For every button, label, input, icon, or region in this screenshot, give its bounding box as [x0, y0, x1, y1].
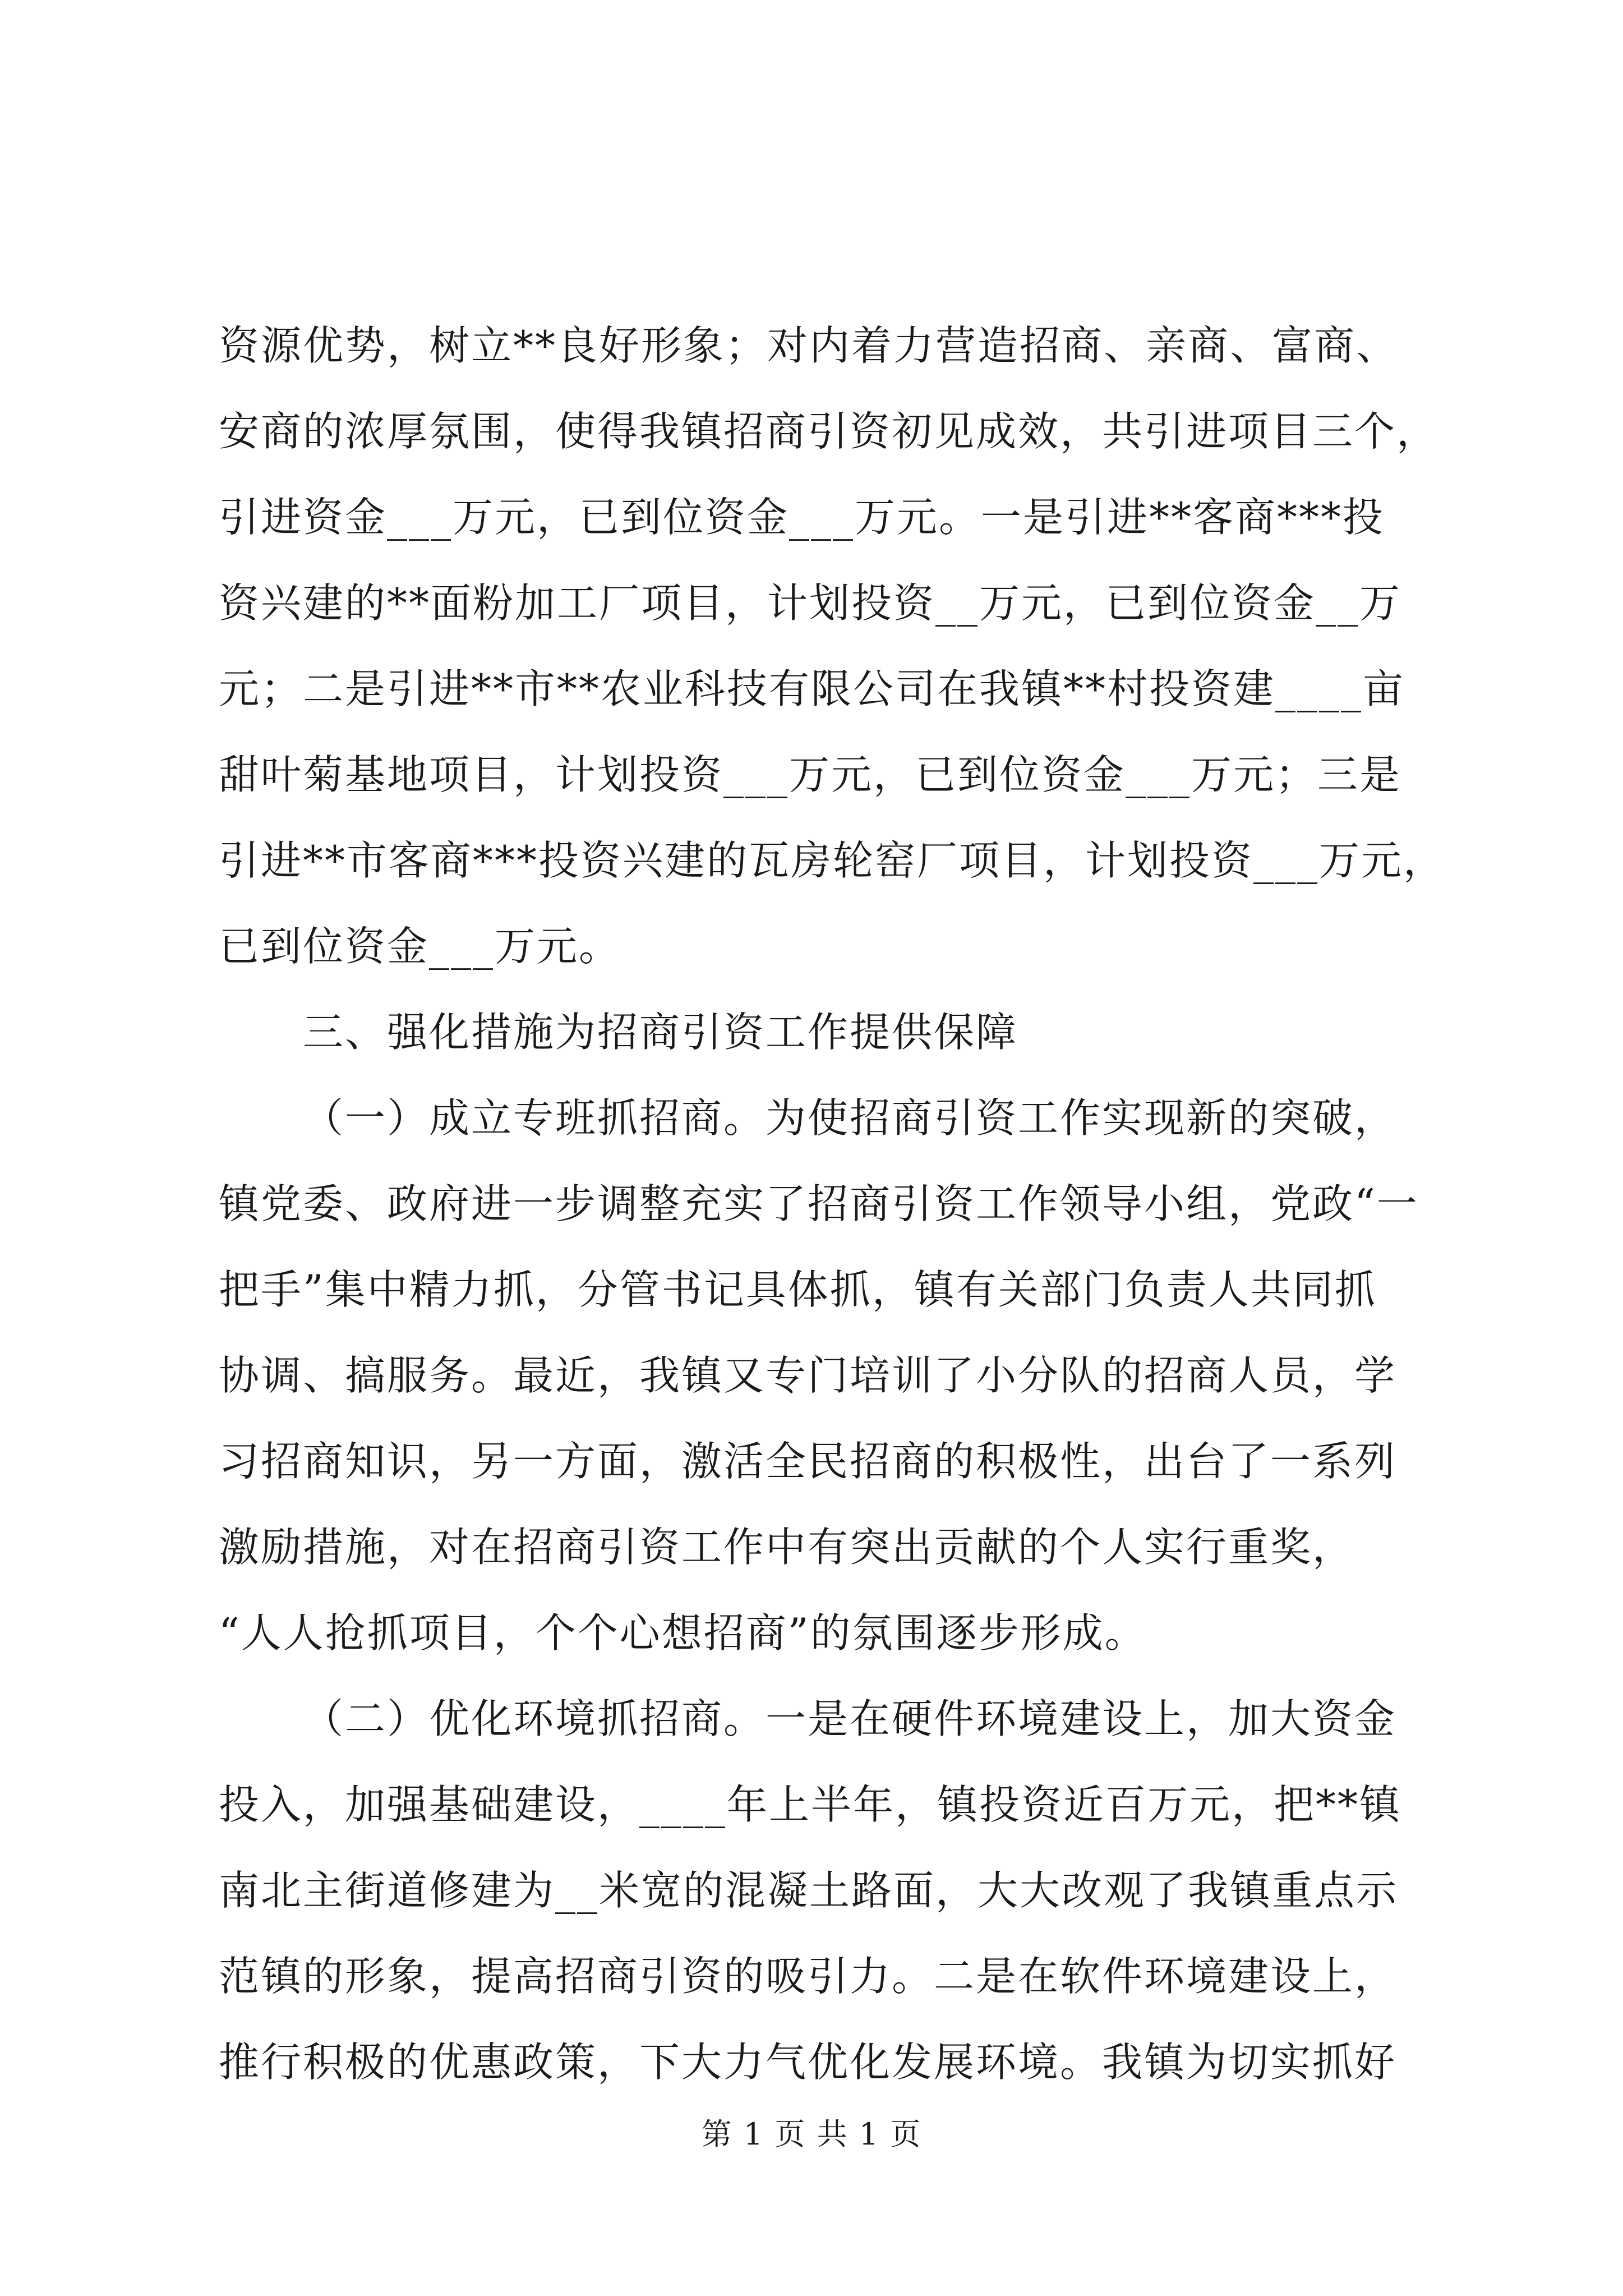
- page-number-footer: 第 1 页 共 1 页: [701, 2116, 922, 2152]
- paragraph-first-line: （一）成立专班抓招商。为使招商引资工作实现新的突破，: [303, 1094, 1397, 1142]
- text-line: 习招商知识，另一方面，激活全民招商的积极性，出台了一系列: [219, 1438, 1397, 1485]
- document-body: [219, 303, 1446, 2105]
- text-line: “人人抢抓项目，个个心想招商”的氛围逐步形成。: [219, 1609, 1147, 1657]
- text-line: 推行积极的优惠政策，下大力气优化发展环境。我镇为切实抓好: [219, 2039, 1397, 2086]
- text-line: 范镇的形象，提高招商引资的吸引力。二是在软件环境建设上，: [219, 1953, 1397, 2000]
- text-line: 资源优势，树立**良好形象；对内着力营造招商、亲商、富商、: [219, 322, 1399, 369]
- paragraph-first-line: （二）优化环境抓招商。一是在硬件环境建设上，加大资金: [303, 1695, 1397, 1742]
- text-line: 甜叶菊基地项目，计划投资___万元，已到位资金___万元；三是: [219, 751, 1402, 798]
- text-line: 南北主街道修建为__米宽的混凝土路面，大大改观了我镇重点示: [219, 1867, 1399, 1914]
- text-line: 已到位资金___万元。: [219, 923, 621, 970]
- text-line: 激励措施，对在招商引资工作中有突出贡献的个人实行重奖，: [219, 1524, 1355, 1571]
- text-line: 引进资金___万元，已到位资金___万元。一是引进**客商***投: [219, 494, 1385, 541]
- text-line: 引进**市客商***投资兴建的瓦房轮窑厂项目，计划投资___万元，: [219, 837, 1446, 884]
- text-line: 协调、搞服务。最近，我镇又专门培训了小分队的招商人员，学: [219, 1352, 1397, 1399]
- text-line: 资兴建的**面粉加工厂项目，计划投资__万元，已到位资金__万: [219, 579, 1402, 627]
- text-line: 投入，加强基础建设，____年上半年，镇投资近百万元，把**镇: [219, 1781, 1402, 1828]
- section-heading: 三、强化措施为招商引资工作提供保障: [303, 1009, 1018, 1056]
- text-line: 安商的浓厚氛围，使得我镇招商引资初见成效，共引进项目三个，: [219, 408, 1439, 455]
- text-line: 镇党委、政府进一步调整充实了招商引资工作领导小组，党政“一: [219, 1180, 1419, 1227]
- text-line: 把手”集中精力抓，分管书记具体抓，镇有关部门负责人共同抓: [219, 1266, 1377, 1313]
- text-line: 元；二是引进**市**农业科技有限公司在我镇**村投资建____亩: [219, 665, 1405, 712]
